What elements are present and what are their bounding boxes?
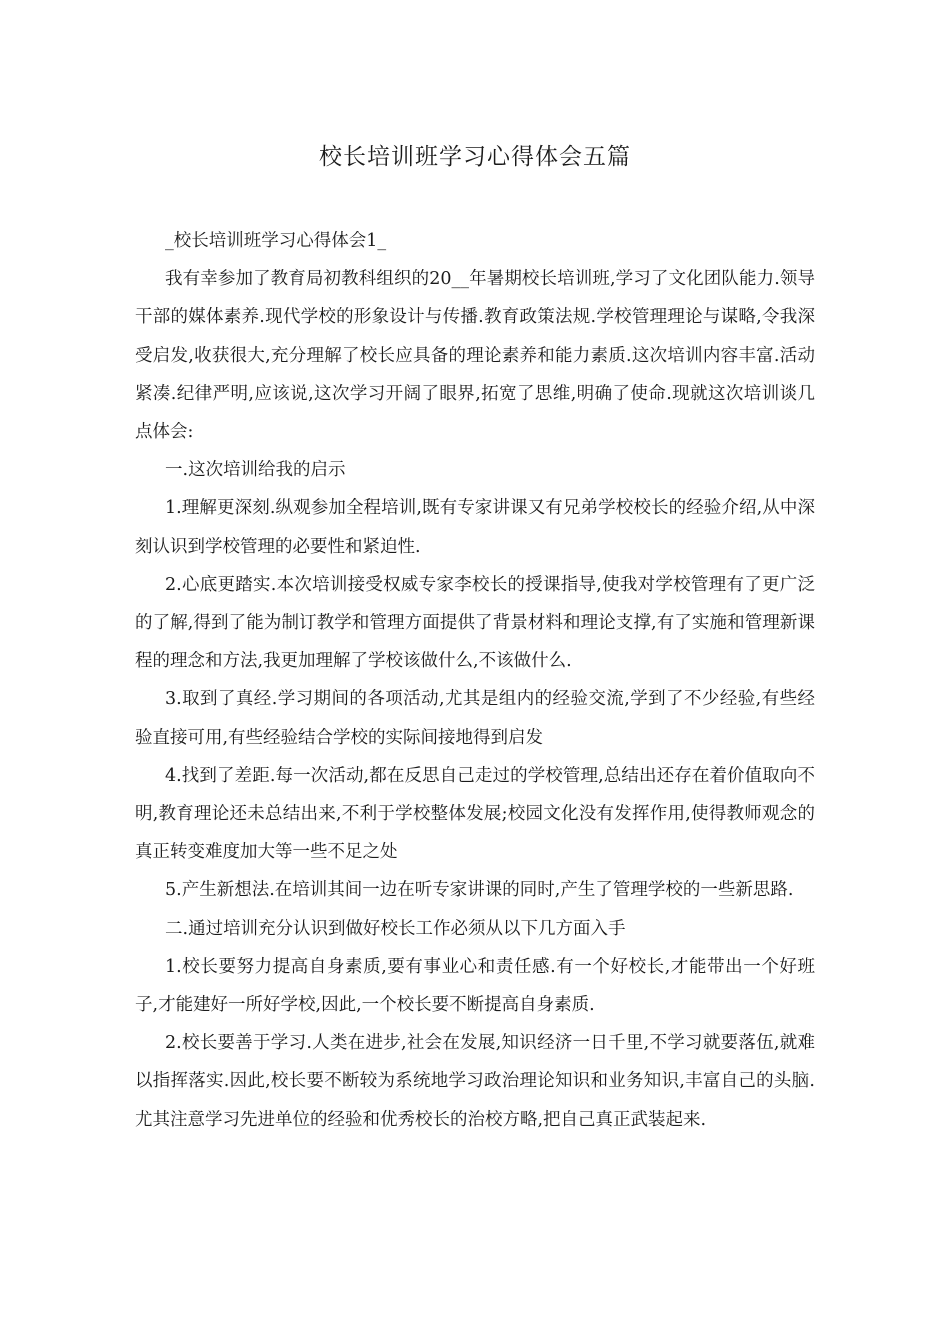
- document-title: 校长培训班学习心得体会五篇: [319, 144, 631, 170]
- list-item: 2.校长要善于学习.人类在进步,社会在发展,知识经济一日千里,不学习就要落伍,就难以指挥落实.因此,校长要不断较为系统地学习政治理论知识和业务知识,丰富自己的头脑.尤其注意学习先进单位的经验和优秀校长的治校方略,把自己真正武装起来.: [135, 1033, 815, 1130]
- list-item: 4.找到了差距.每一次活动,都在反思自己走过的学校管理,总结出还存在着价值取向不明,教育理论还未总结出来,不利于学校整体发展;校园文化没有发挥作用,使得教师观念的真正转变难度加大等一些不足之处: [135, 765, 815, 863]
- document-body: [135, 222, 815, 1139]
- list-item: 2.心底更踏实.本次培训接受权威专家李校长的授课指导,使我对学校管理有了更广泛的了解,得到了能为制订教学和管理方面提供了背景材料和理论支撑,有了实施和管理新课程的理念和方法,我更加理解了学校该做什么,不该做什么.: [135, 574, 815, 672]
- intro-paragraph: 我有幸参加了教育局初教科组织的20__年暑期校长培训班,学习了文化团队能力.领导干部的媒体素养.现代学校的形象设计与传播.教育政策法规.学校管理理论与谋略,令我深受启发,收获很大,充分理解了校长应具备的理论素养和能力素质.这次培训内容丰富.活动紧凑.纪律严明,应该说,这次学习开阔了眼界,拓宽了思维,明确了使命.现就这次培训谈几点体会:: [135, 269, 815, 443]
- section-heading-1: 一.这次培训给我的启示: [165, 460, 346, 481]
- list-item: 3.取到了真经.学习期间的各项活动,尤其是组内的经验交流,学到了不少经验,有些经验直接可用,有些经验结合学校的实际间接地得到启发: [135, 689, 815, 748]
- section-heading-2: 二.通过培训充分认识到做好校长工作必须从以下几方面入手: [165, 918, 626, 939]
- list-item: 5.产生新想法.在培训其间一边在听专家讲课的同时,产生了管理学校的一些新思路.: [165, 880, 794, 901]
- list-item: 1.校长要努力提高自身素质,要有事业心和责任感.有一个好校长,才能带出一个好班子,才能建好一所好学校,因此,一个校长要不断提高自身素质.: [135, 956, 815, 1016]
- section-subtitle: _校长培训班学习心得体会1_: [165, 231, 387, 251]
- list-item: 1.理解更深刻.纵观参加全程培训,既有专家讲课又有兄弟学校校长的经验介绍,从中深刻认识到学校管理的必要性和紧迫性.: [135, 498, 815, 557]
